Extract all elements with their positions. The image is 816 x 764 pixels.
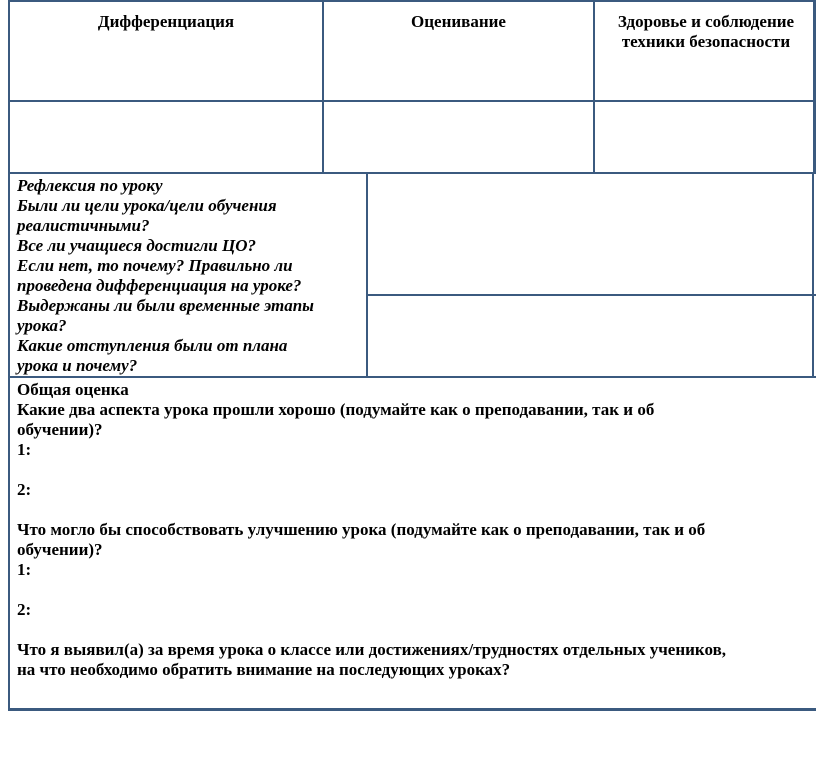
question-1-line: обучении)? xyxy=(17,420,103,439)
reflection-line: Были ли цели урока/цели обучения xyxy=(17,196,277,215)
overall-title: Общая оценка xyxy=(17,380,129,399)
divider-empty-row xyxy=(8,172,816,174)
question-2-line: обучении)? xyxy=(17,540,103,559)
reflection-mid-divider xyxy=(366,294,816,296)
border-left xyxy=(8,0,10,710)
reflection-line: Если нет, то почему? Правильно ли xyxy=(17,256,293,275)
reflection-col-divider xyxy=(366,174,368,376)
overall-assessment xyxy=(17,380,812,680)
question-2-line: Что могло бы способствовать улучшению урока (подумайте как о преподавании, так и об xyxy=(17,520,706,539)
question-2-item-1: 1: xyxy=(17,560,32,579)
question-1-item-1: 1: xyxy=(17,440,32,459)
reflection-line: Какие отступления были от плана xyxy=(17,336,288,355)
divider-header-row xyxy=(8,100,816,102)
reflection-line: урока? xyxy=(17,316,67,335)
question-2-item-2: 2: xyxy=(17,600,32,619)
question-3-line: Что я выявил(а) за время урока о классе или достижениях/трудностях отдельных учеников, xyxy=(17,640,726,659)
reflection-line: проведена дифференциация на уроке? xyxy=(17,276,302,295)
header-differentiation: Дифференциация xyxy=(97,12,235,31)
reflection-line: Рефлексия по уроку xyxy=(17,176,163,195)
reflection-questions xyxy=(17,176,365,376)
header-health-safety: Здоровье и соблюдение техники безопасности xyxy=(617,12,795,51)
reflection-line: Выдержаны ли были временные этапы xyxy=(17,296,314,315)
reflection-right-divider xyxy=(812,174,814,376)
border-bottom xyxy=(8,708,816,711)
reflection-line: Все ли учащиеся достигли ЦО? xyxy=(17,236,256,255)
divider-overall-row xyxy=(8,376,816,378)
reflection-line: реалистичными? xyxy=(17,216,150,235)
col-divider-2 xyxy=(593,0,595,174)
question-1-line: Какие два аспекта урока прошли хорошо (подумайте как о преподавании, так и об xyxy=(17,400,655,419)
question-1-item-2: 2: xyxy=(17,480,32,499)
border-top xyxy=(8,0,816,2)
reflection-line: урока и почему? xyxy=(17,356,138,375)
question-3-line: на что необходимо обратить внимание на последующих уроках? xyxy=(17,660,511,679)
header-assessment: Оценивание xyxy=(411,12,506,31)
